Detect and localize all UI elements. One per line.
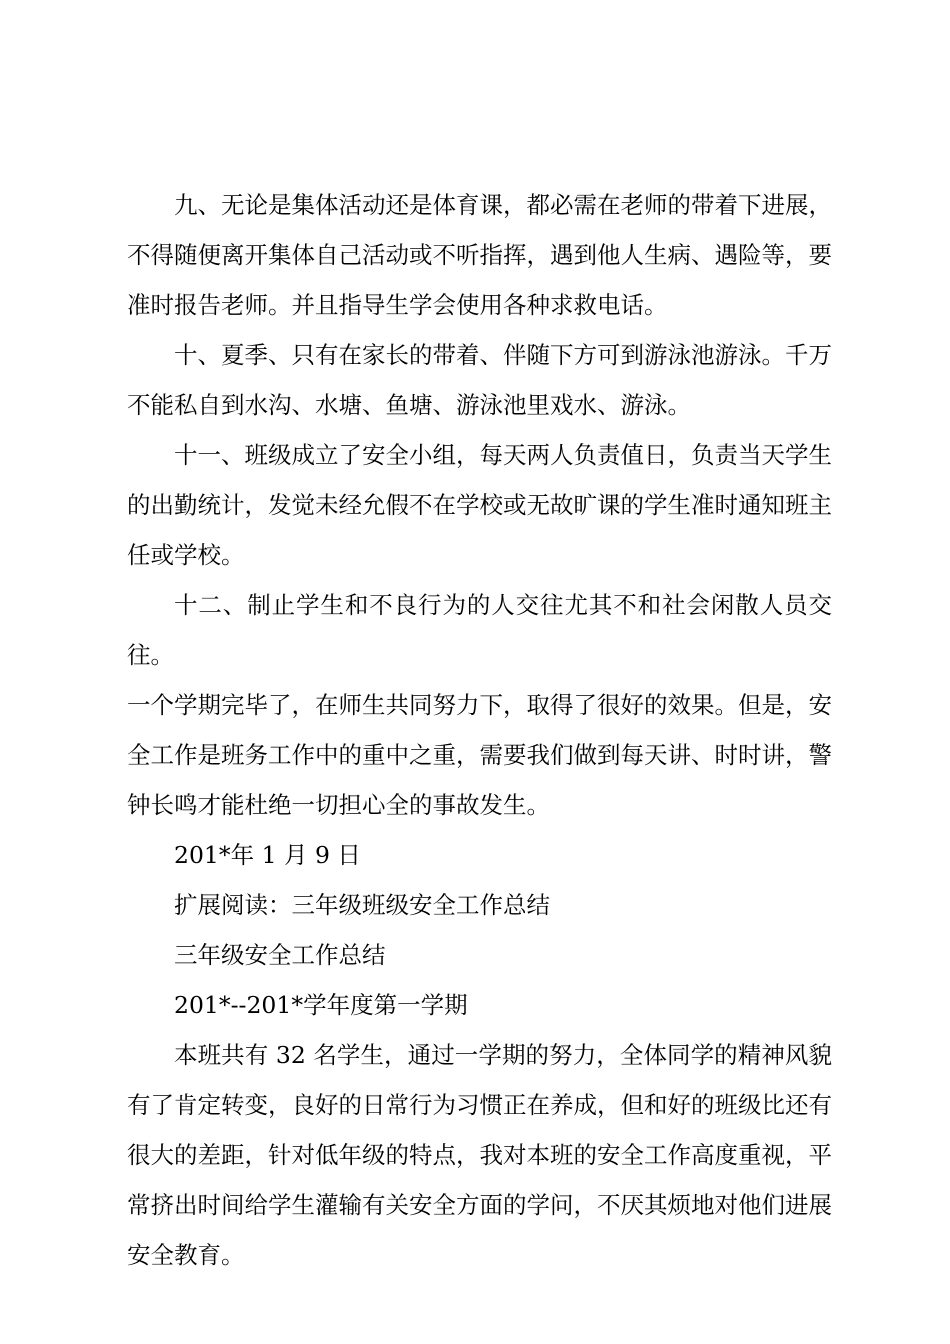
document-date: 201*年 1 月 9 日 bbox=[174, 841, 361, 869]
school-term: 201*--201*学年度第一学期 bbox=[174, 991, 468, 1019]
paragraph-item-9: 九、无论是集体活动还是体育课，都必需在老师的带着下进展，不得随便离开集体自己活动或不听指挥，遇到他人生病、遇险等，要准时报告老师。并且指导生学会使用各种求救电话。 bbox=[127, 191, 832, 319]
paragraph-item-10: 十、夏季、只有在家长的带着、伴随下方可到游泳池游泳。千万不能私自到水沟、水塘、鱼塘、游泳池里戏水、游泳。 bbox=[127, 341, 832, 419]
paragraph-conclusion: 一个学期完毕了，在师生共同努力下，取得了很好的效果。但是，安全工作是班务工作中的重中之重，需要我们做到每天讲、时时讲，警钟长鸣才能杜绝一切担心全的事故发生。 bbox=[127, 691, 832, 819]
extended-reading-heading: 扩展阅读：三年级班级安全工作总结 bbox=[174, 891, 550, 919]
paragraph-item-12: 十二、制止学生和不良行为的人交往尤其不和社会闲散人员交往。 bbox=[127, 591, 832, 669]
section-title: 三年级安全工作总结 bbox=[174, 941, 386, 969]
document-body bbox=[127, 180, 832, 1280]
paragraph-item-11: 十一、班级成立了安全小组，每天两人负责值日，负责当天学生的出勤统计，发觉未经允假不在学校或无故旷课的学生准时通知班主任或学校。 bbox=[127, 441, 832, 569]
paragraph-summary-intro: 本班共有 32 名学生，通过一学期的努力，全体同学的精神风貌有了肯定转变，良好的日常行为习惯正在养成，但和好的班级比还有很大的差距，针对低年级的特点，我对本班的安全工作高度重视，平常挤出时间给学生灌输有关安全方面的学问，不厌其烦地对他们进展安全教育。 bbox=[127, 1041, 832, 1269]
